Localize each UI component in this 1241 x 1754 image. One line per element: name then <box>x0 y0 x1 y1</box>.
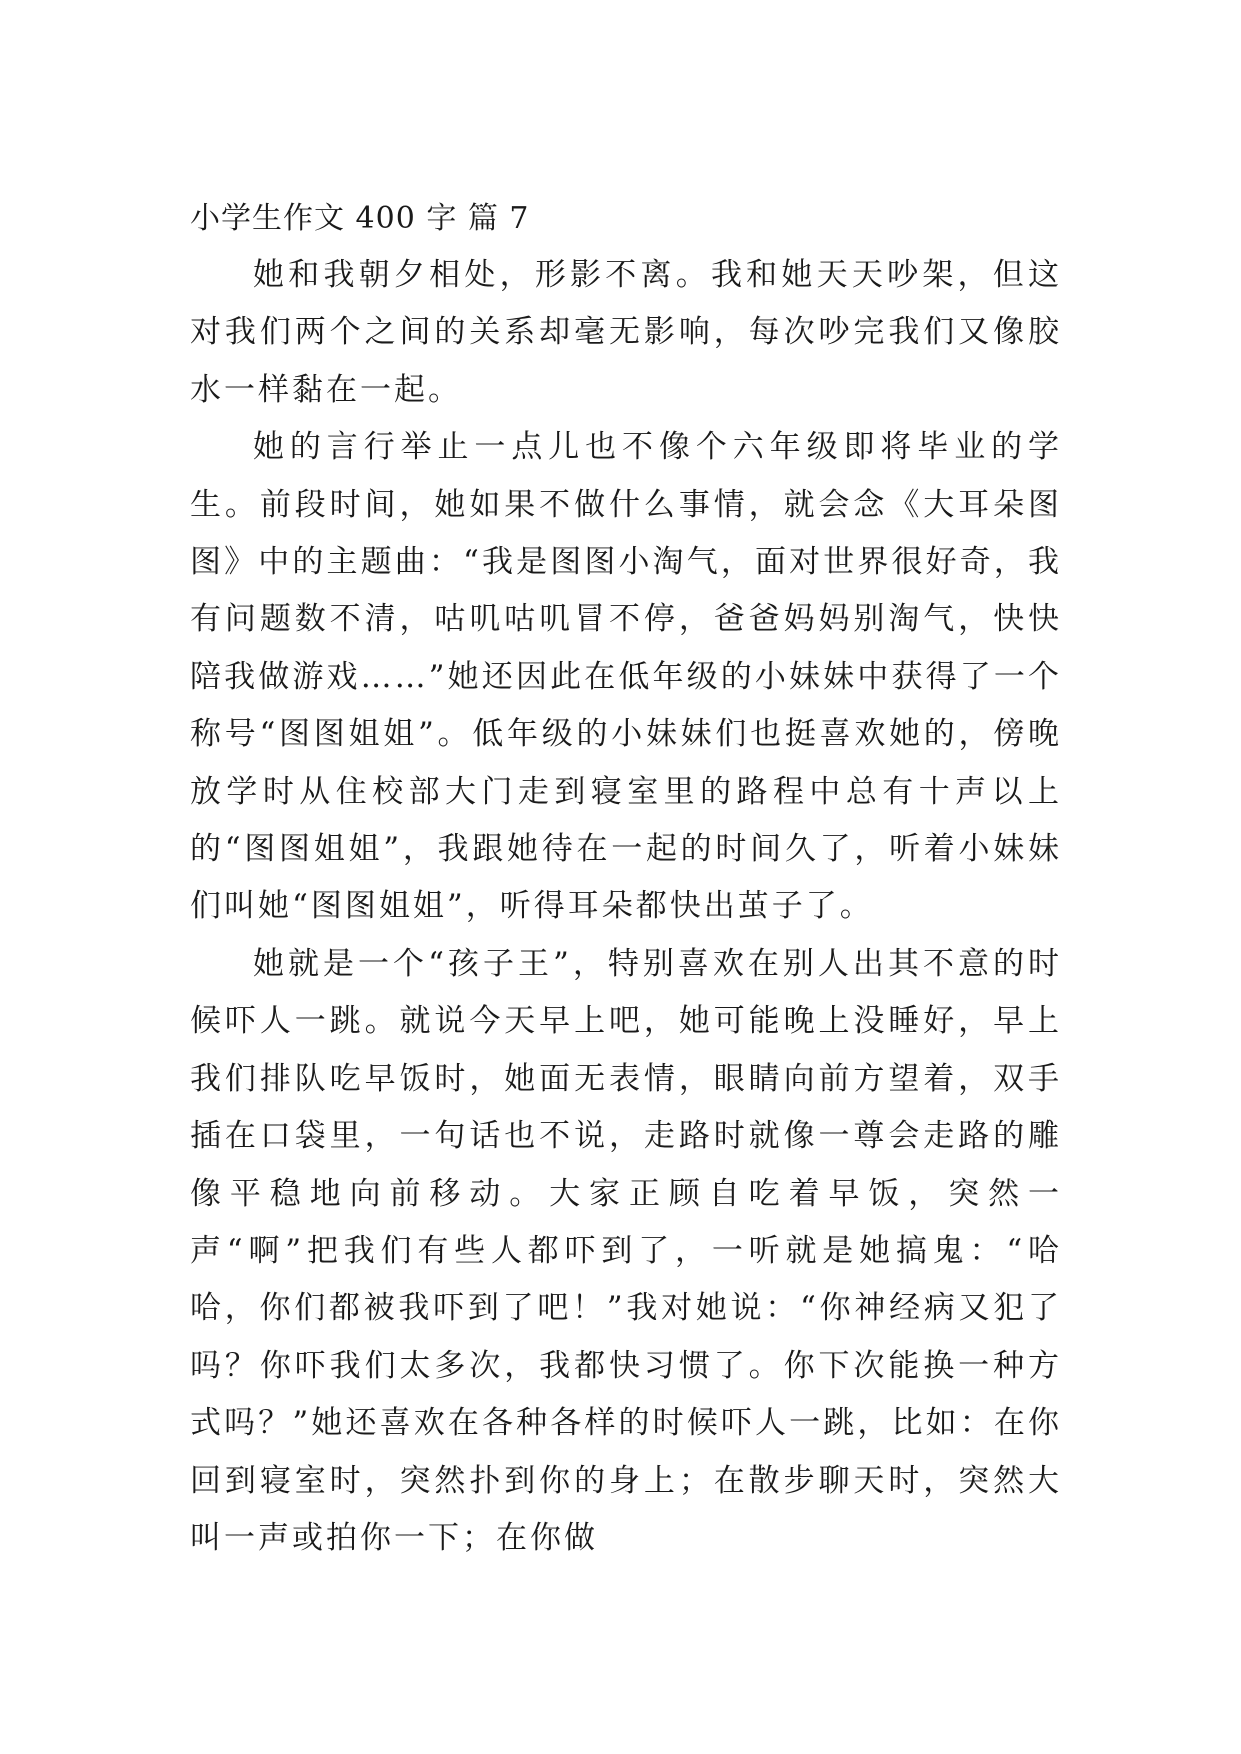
paragraph: 她的言行举止一点儿也不像个六年级即将毕业的学生。前段时间，她如果不做什么事情，就会念《大耳朵图图》中的主题曲：“我是图图小淘气，面对世界很好奇，我有问题数不清，咕叽咕叽冒不停，爸爸妈妈别淘气，快快陪我做游戏……”她还因此在低年级的小妹妹中获得了一个称号“图图姐姐”。低年级的小妹妹们也挺喜欢她的，傍晚放学时从住校部大门走到寝室里的路程中总有十声以上的“图图姐姐”，我跟她待在一起的时间久了，听着小妹妹们叫她“图图姐姐”，听得耳朵都快出茧子了。 <box>190 429 1062 925</box>
paragraph: 她就是一个“孩子王”，特别喜欢在别人出其不意的时候吓人一跳。就说今天早上吧，她可能晚上没睡好，早上我们排队吃早饭时，她面无表情，眼睛向前方望着，双手插在口袋里，一句话也不说，走路时就像一尊会走路的雕像平稳地向前移动。大家正顾自吃着早饭，突然一声“啊”把我们有些人都吓到了，一听就是她搞鬼：“哈哈，你们都被我吓到了吧！”我对她说：“你神经病又犯了吗？你吓我们太多次，我都快习惯了。你下次能换一种方式吗？”她还喜欢在各种各样的时候吓人一跳，比如：在你回到寝室时，突然扑到你的身上；在散步聊天时，突然大叫一声或拍你一下；在你做 <box>190 945 1062 1556</box>
document-title: 小学生作文 400 字 篇 7 <box>190 201 530 236</box>
document-body <box>190 190 1062 1567</box>
paragraph: 她和我朝夕相处，形影不离。我和她天天吵架，但这对我们两个之间的关系却毫无影响，每次吵完我们又像胶水一样黏在一起。 <box>190 257 1062 408</box>
